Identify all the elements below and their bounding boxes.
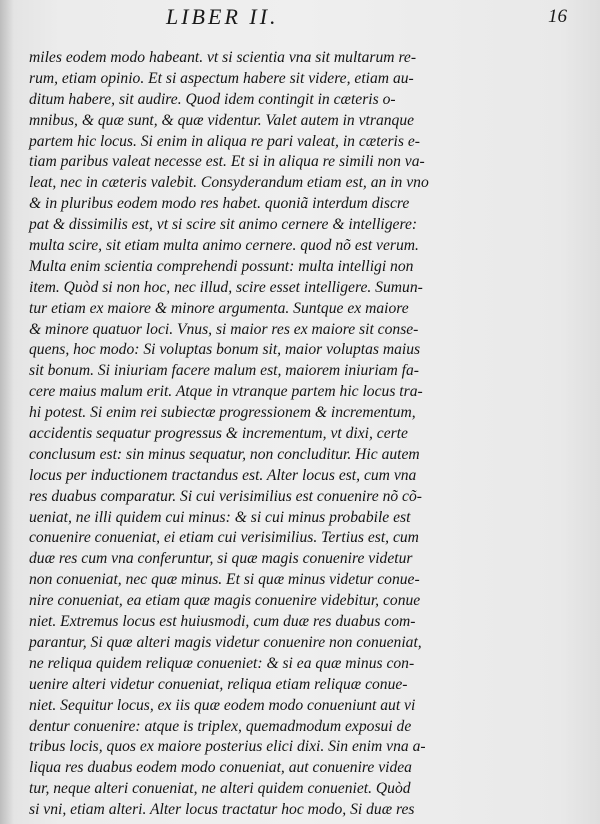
text-line: non conueniat, nec quæ minus. Et si quæ minus videtur conue- bbox=[29, 571, 420, 589]
text-line: hi potest. Si enim rei subiectæ progressionem & incrementum, bbox=[29, 404, 416, 422]
text-line: locus per inductionem tractandus est. Alter locus est, cum vna bbox=[29, 466, 417, 484]
running-head: LIBER II. bbox=[166, 4, 279, 29]
text-line: tiam paribus valeat necesse est. Et si in aliqua re simili non va- bbox=[29, 153, 425, 171]
text-line: res duabus comparatur. Si cui verisimilius est conuenire nõ cõ- bbox=[29, 487, 422, 505]
text-line: Multa enim scientia comprehendi possunt: multa intelligi non bbox=[29, 257, 414, 275]
text-line: niet. Sequitur locus, ex iis quæ eodem modo conueniunt aut vi bbox=[29, 696, 416, 714]
text-line: tribus locis, quos ex maiore posterius elici dixi. Sin enim vna a- bbox=[29, 738, 426, 756]
text-line: parantur, Si quæ alteri magis videtur conuenire non conueniat, bbox=[29, 633, 422, 651]
text-line: si vni, etiam alteri. Alter locus tractatur hoc modo, Si duæ res bbox=[29, 801, 415, 819]
page-number: 16 bbox=[548, 6, 567, 27]
text-line: liqua res duabus eodem modo conueniat, aut conuenire videa bbox=[29, 759, 412, 777]
text-line: mnibus, & quæ sunt, & quæ videntur. Valet autem in vtranque bbox=[29, 111, 415, 129]
text-line: leat, nec in cæteris valebit. Consyderandum etiam est, an in vno bbox=[29, 174, 429, 192]
text-line: pat & dissimilis est, vt si scire sit animo cernere & intelligere: bbox=[29, 216, 418, 234]
page-header bbox=[0, 0, 600, 34]
text-line: rum, etiam opinio. Et si aspectum habere sit videre, etiam au- bbox=[29, 69, 414, 87]
text-line: miles eodem modo habeant. vt si scientia vna sit multarum re- bbox=[29, 49, 417, 66]
text-line: dentur conuenire: atque is triplex, quemadmodum exposui de bbox=[29, 717, 412, 735]
text-line: nire conueniat, ea etiam quæ magis conuenire videbitur, conue bbox=[29, 592, 421, 610]
text-line: sit bonum. Si iniuriam facere malum est, maiorem iniuriam fa- bbox=[29, 362, 419, 380]
text-line: ditum habere, sit audire. Quod idem contingit in cæteris o- bbox=[29, 90, 396, 108]
text-line: conuenire conueniat, ei etiam cui verisimilius. Tertius est, cum bbox=[29, 529, 419, 547]
body-text bbox=[29, 48, 569, 821]
text-line: partem hic locus. Si enim in aliqua re pari valeat, in cæteris e- bbox=[29, 132, 420, 150]
text-line: & minore quatuor loci. Vnus, si maior res ex maiore sit conse- bbox=[29, 320, 419, 338]
text-line: & in pluribus eodem modo res habet. quoniã interdum discre bbox=[29, 195, 410, 213]
text-line: tur, neque alteri conueniat, ne alteri quidem conueniet. Quòd bbox=[29, 780, 411, 798]
text-line: niet. Extremus locus est huiusmodi, cum duæ res duabus com- bbox=[29, 613, 416, 631]
text-line: accidentis sequatur progressus & incrementum, vt dixi, certe bbox=[29, 425, 408, 443]
text-line: tur etiam ex maiore & minore argumenta. Suntque ex maiore bbox=[29, 299, 409, 317]
text-line: ueniat, ne illi quidem cui minus: & si cui minus probabile est bbox=[29, 508, 411, 526]
text-line: item. Quòd si non hoc, nec illud, scire esset intelligere. Sumun- bbox=[29, 278, 423, 296]
text-line: cere maius malum erit. Atque in vtranque partem hic locus tra- bbox=[29, 383, 423, 401]
text-line: quens, hoc modo: Si voluptas bonum sit, maior voluptas maius bbox=[29, 341, 421, 359]
text-line: conclusum est: sin minus sequatur, non concluditur. Hic autem bbox=[29, 445, 420, 463]
text-line: ne reliqua quidem reliquæ conueniet: & si ea quæ minus con- bbox=[29, 654, 415, 672]
text-line: duæ res cum vna conferuntur, si quæ magis conuenire videtur bbox=[29, 550, 413, 568]
text-line: uenire alteri videtur conueniat, reliqua etiam reliquæ conue- bbox=[29, 675, 408, 693]
text-line: multa scire, sit etiam multa animo cernere. quod nõ est verum. bbox=[29, 237, 419, 255]
